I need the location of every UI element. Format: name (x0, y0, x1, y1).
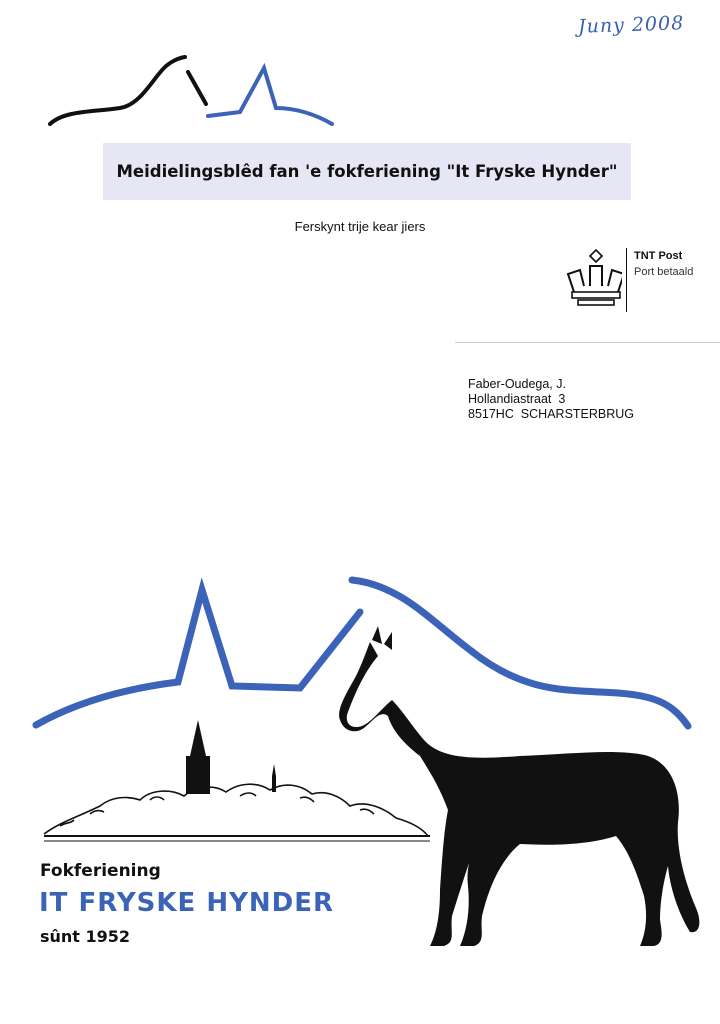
postage-status: Port betaald (634, 266, 694, 278)
newsletter-title: Meidielingsblêd fan 'e fokferiening "It Fryske Hynder" (116, 162, 618, 181)
royal-crown-icon (560, 246, 622, 310)
top-logo-icon (40, 50, 340, 140)
handwritten-date: Juny 2008 (577, 12, 685, 38)
recipient-address (468, 377, 634, 422)
recipient-name: Faber-Oudega, J. (468, 377, 566, 391)
postage-mark (560, 246, 710, 312)
title-banner (103, 143, 631, 200)
postage-divider (626, 248, 627, 312)
address-divider (455, 342, 720, 343)
recipient-street: Hollandiastraat 3 (468, 392, 566, 406)
organization-label: Fokferiening (40, 861, 161, 881)
recipient-city: 8517HC SCHARSTERBRUG (468, 407, 635, 421)
publication-frequency: Ferskynt trije kear jiers (294, 219, 426, 234)
postage-carrier: TNT Post (634, 250, 683, 262)
organization-title: IT FRYSKE HYNDER (39, 888, 335, 918)
organization-since: sûnt 1952 (40, 927, 131, 946)
